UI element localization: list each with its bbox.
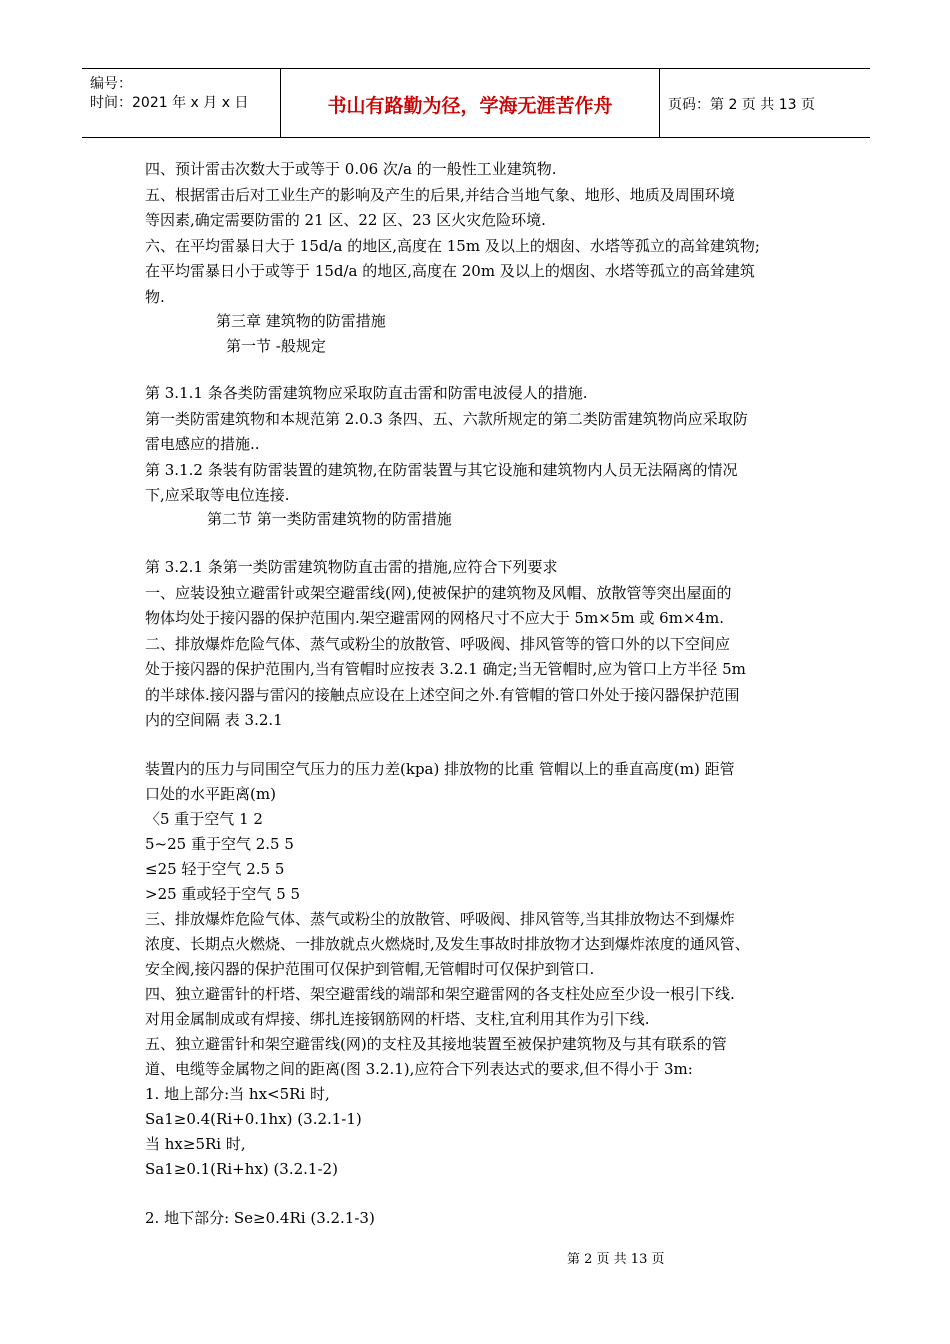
page-header xyxy=(82,68,870,138)
body-line: 道、电缆等金属物之间的距离(图 3.2.1),应符合下列表达式的要求,但不得小于 3m: xyxy=(145,1060,693,1078)
table-header-line: 口处的水平距离(m) xyxy=(145,785,276,803)
header-page-info: 页码：第 2 页 共 13 页 xyxy=(668,97,815,113)
body-line: 安全阀,接闪器的保护范围可仅保护到管帽,无管帽时可仅保护到管口. xyxy=(145,960,595,978)
body-line: 四、独立避雷针的杆塔、架空避雷线的端部和架空避雷网的各支柱处应至少设一根引下线. xyxy=(145,985,735,1003)
body-line: 内的空间隔 表 3.2.1 xyxy=(145,711,283,729)
header-left-cell xyxy=(82,69,281,137)
body-line: 二、排放爆炸危险气体、蒸气或粉尘的放散管、呼吸阀、排风管等的管口外的以下空间应 xyxy=(145,635,731,653)
body-line: 当 hx≥5Ri 时, xyxy=(145,1135,246,1153)
body-line: 五、独立避雷针和架空避雷线(网)的支柱及其接地装置至被保护建筑物及与其有联系的管 xyxy=(145,1035,727,1053)
body-line: 物体均处于接闪器的保护范围内.架空避雷网的网格尺寸不应大于 5m×5m 或 6m×4m. xyxy=(145,609,725,627)
body-line: 第 3.1.2 条装有防雷装置的建筑物,在防雷装置与其它设施和建筑物内人员无法隔离的情况 xyxy=(145,461,738,479)
header-page-cell xyxy=(660,69,870,137)
section-heading: 第二节 第一类防雷建筑物的防雷措施 xyxy=(207,510,452,528)
body-line: 的半球体.接闪器与雷闪的接触点应设在上述空间之外.有管帽的管口外处于接闪器保护范围 xyxy=(145,686,740,704)
body-line: 三、排放爆炸危险气体、蒸气或粉尘的放散管、呼吸阀、排风管等,当其排放物达不到爆炸 xyxy=(145,910,735,928)
chapter-heading: 第三章 建筑物的防雷措施 xyxy=(216,312,386,330)
body-line: 处于接闪器的保护范围内,当有管帽时应按表 3.2.1 确定;当无管帽时,应为管口上方半径 5m xyxy=(145,660,746,678)
table-row: >25 重或轻于空气 5 5 xyxy=(145,885,301,903)
table-row: 〈5 重于空气 1 2 xyxy=(145,810,263,828)
body-line: 1. 地上部分:当 hx<5Ri 时, xyxy=(145,1085,330,1103)
body-line: 在平均雷暴日小于或等于 15d/a 的地区,高度在 20m 及以上的烟囱、水塔等孤立的高耸建筑 xyxy=(145,262,755,280)
time-label: 时间：2021 年 x 月 x 日 xyxy=(90,95,249,111)
section-heading: 第一节 -般规定 xyxy=(226,337,326,355)
body-line: 四、预计雷击次数大于或等于 0.06 次/a 的一般性工业建筑物. xyxy=(145,160,557,178)
table-row: ≤25 轻于空气 2.5 5 xyxy=(145,860,285,878)
body-line: 物. xyxy=(145,288,165,306)
body-line: 第 3.2.1 条第一类防雷建筑物防直击雷的措施,应符合下列要求 xyxy=(145,558,558,576)
number-label: 编号： xyxy=(90,76,132,92)
body-line: 一、应装设独立避雷针或架空避雷线(网),使被保护的建筑物及风帽、放散管等突出屋面的 xyxy=(145,584,732,602)
body-line: 下,应采取等电位连接. xyxy=(145,486,290,504)
formula-line: Sa1≥0.4(Ri+0.1hx) (3.2.1-1) xyxy=(145,1110,362,1128)
motto-text: 书山有路勤为径，学海无涯苦作舟 xyxy=(327,95,613,117)
body-line: 第一类防雷建筑物和本规范第 2.0.3 条四、五、六款所规定的第二类防雷建筑物尚应采取防 xyxy=(145,410,748,428)
formula-line: 2. 地下部分: Se≥0.4Ri (3.2.1-3) xyxy=(145,1209,375,1227)
body-line: 第 3.1.1 条各类防雷建筑物应采取防直击雷和防雷电波侵人的措施. xyxy=(145,384,588,402)
table-row: 5~25 重于空气 2.5 5 xyxy=(145,835,294,853)
formula-line: Sa1≥0.1(Ri+hx) (3.2.1-2) xyxy=(145,1160,338,1178)
body-line: 六、在平均雷暴日大于 15d/a 的地区,高度在 15m 及以上的烟囱、水塔等孤立的高耸建筑物; xyxy=(145,237,760,255)
table-header-line: 装置内的压力与同围空气压力的压力差(kpa) 排放物的比重 管帽以上的垂直高度(m) 距管 xyxy=(145,760,735,778)
body-line: 等因素,确定需要防雷的 21 区、22 区、23 区火灾危险环境. xyxy=(145,211,546,229)
page-footer: 第 2 页 共 13 页 xyxy=(567,1252,665,1267)
body-line: 浓度、长期点火燃烧、一排放就点火燃烧时,及发生事故时排放物才达到爆炸浓度的通风管、 xyxy=(145,935,750,953)
header-motto-cell xyxy=(281,69,660,137)
body-line: 雷电感应的措施.. xyxy=(145,435,260,453)
body-line: 对用金属制成或有焊接、绑扎连接钢筋网的杆塔、支柱,宜利用其作为引下线. xyxy=(145,1010,650,1028)
body-line: 五、根据雷击后对工业生产的影响及产生的后果,并结合当地气象、地形、地质及周围环境 xyxy=(145,186,735,204)
